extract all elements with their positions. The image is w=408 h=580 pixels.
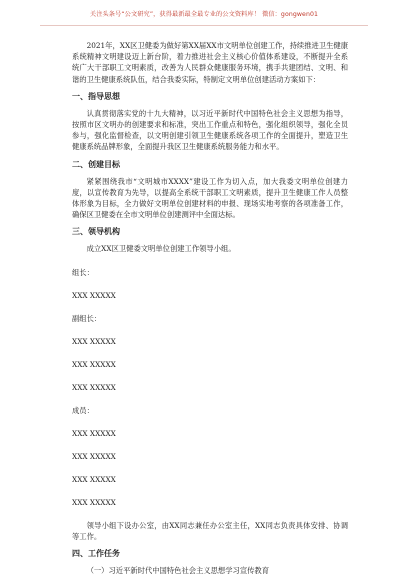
document-body — [72, 40, 348, 576]
deputy-name: XXX XXXXX — [72, 336, 116, 346]
section-3-body: 成立XX区卫健委文明单位创建工作领导小组。 — [86, 244, 236, 254]
office-paragraph: 领导小组下设办公室，由XX同志兼任办公室主任，XX同志负责具体安排、协调等工作。 — [72, 520, 348, 541]
deputy-label: 副组长： — [72, 313, 102, 323]
member-name: XXX XXXXX — [72, 474, 116, 484]
section-4-heading: 四、工作任务 — [72, 549, 120, 559]
header-banner — [0, 0, 408, 26]
section-3-heading: 三、领导机构 — [72, 227, 120, 237]
member-name: XXX XXXXX — [72, 428, 116, 438]
section-2-body: 紧紧围绕我市“文明城市XXXX”建设工作为切入点，加大我委文明单位创建力度，以宣传教育为先导，以提高全系统干部职工文明素质，提升卫生健康工作人员整体形象为目标，全力做好文明单位创建材料的申报、现场实地考察的各项准备工作，确保区卫健委在全市文明单位创建测评中全面达标。 — [72, 176, 348, 220]
member-name: XXX XXXXX — [72, 451, 116, 461]
deputy-name: XXX XXXXX — [72, 382, 116, 392]
member-label: 成员： — [72, 405, 94, 415]
intro-paragraph: 2021年，XX区卫健委为做好第XX届XX市文明单位创建工作，持续推进卫生健康系统精神文明建设迈上新台阶，着力推进社会主义核心价值体系建设，不断提升全系统广大干部职工文明素质，改善为人民群众健康服务环境，携手共建团结、文明、和谐的卫生健康系统队伍，结合我委实际，特制定文明单位创建活动方案如下： — [72, 41, 348, 84]
leader-name: XXX XXXXX — [72, 290, 116, 300]
section-1-heading: 一、指导思想 — [72, 91, 120, 101]
banner-text: 关注头条号“公文研究”，获得最新最全最专业的公文资料库！ 微信：gongwen01 — [89, 10, 319, 18]
member-name: XXX XXXXX — [72, 497, 116, 507]
deputy-name: XXX XXXXX — [72, 359, 116, 369]
section-2-heading: 二、创建目标 — [72, 159, 120, 169]
banner-divider — [40, 25, 368, 26]
task-item-1: （一）习近平新时代中国特色社会主义思想学习宣传教育 — [86, 566, 270, 576]
section-1-body: 认真贯彻落实党的十九大精神，以习近平新时代中国特色社会主义思想为指导，按照市区文明办的创建要求和标准，突出工作重点和特色，强化组织领导，强化全员参与，强化监督检查，以文明创建引领卫生健康系统各项工作的全面提升，塑造卫生健康系统品牌形象，全面提升我区卫生健康系统服务能力和水平。 — [72, 108, 348, 152]
leader-label: 组长： — [72, 267, 94, 277]
